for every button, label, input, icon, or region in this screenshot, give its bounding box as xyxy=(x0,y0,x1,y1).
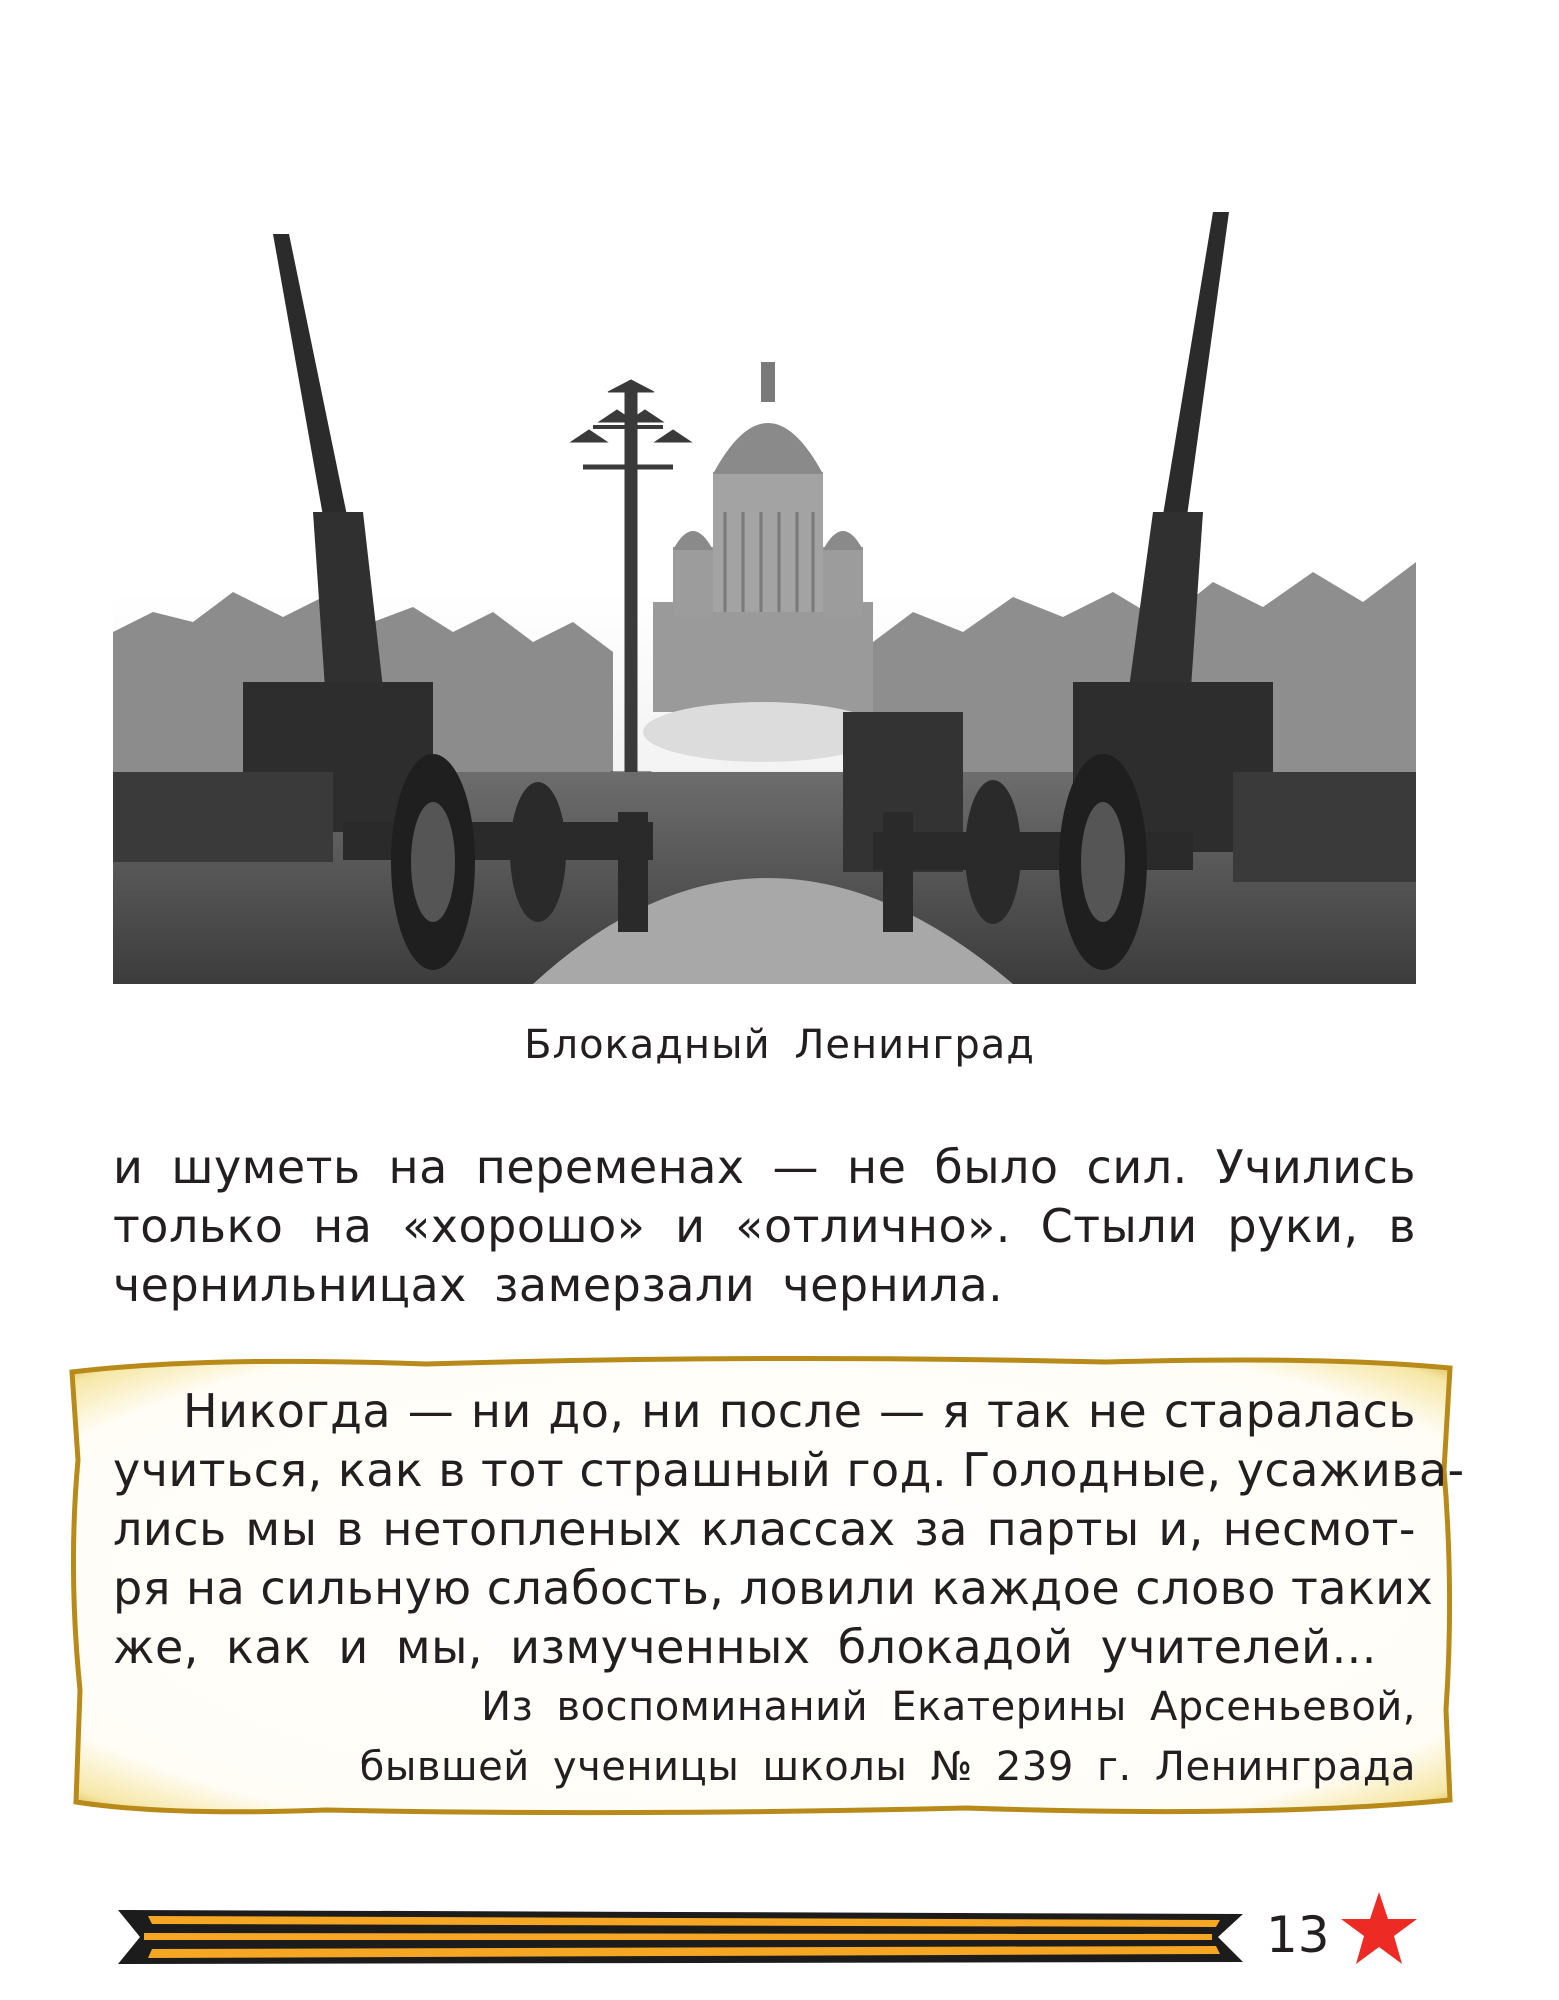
quote-source-line: бывшей ученицы школы № 239 г. Ленинграда xyxy=(359,1744,1416,1790)
text-line: и шуметь на переменах — не было сил. Учились xyxy=(113,1140,1416,1194)
quote-text xyxy=(113,1382,1465,1797)
photo-caption: Блокадный Ленинград xyxy=(524,1022,1035,1068)
page-number: 13 xyxy=(1266,1906,1330,1964)
text-line: только на «хорошо» и «отлично». Стыли руки, в xyxy=(113,1199,1416,1253)
photo-illustration xyxy=(113,212,1416,984)
text-line: чернильницах замерзали чернила. xyxy=(113,1258,1004,1312)
quote-line: учиться, как в тот страшный год. Голодные, усажива- xyxy=(113,1443,1465,1497)
red-star-icon xyxy=(1340,1890,1418,1968)
memoir-quote-box xyxy=(66,1350,1465,1820)
quote-line: Никогда — ни до, ни после — я так не старалась xyxy=(183,1384,1416,1438)
quote-line: ря на сильную слабость, ловили каждое слово таких xyxy=(113,1561,1434,1615)
quote-line: же, как и мы, измученных блокадой учителей... xyxy=(113,1620,1377,1674)
body-paragraph xyxy=(113,1138,1416,1315)
quote-line: лись мы в нетопленых классах за парты и, несмот- xyxy=(113,1502,1416,1556)
blockade-photo xyxy=(113,212,1416,984)
st-george-ribbon xyxy=(118,1908,1243,1966)
quote-source-line: Из воспоминаний Екатерины Арсеньевой, xyxy=(481,1684,1416,1730)
